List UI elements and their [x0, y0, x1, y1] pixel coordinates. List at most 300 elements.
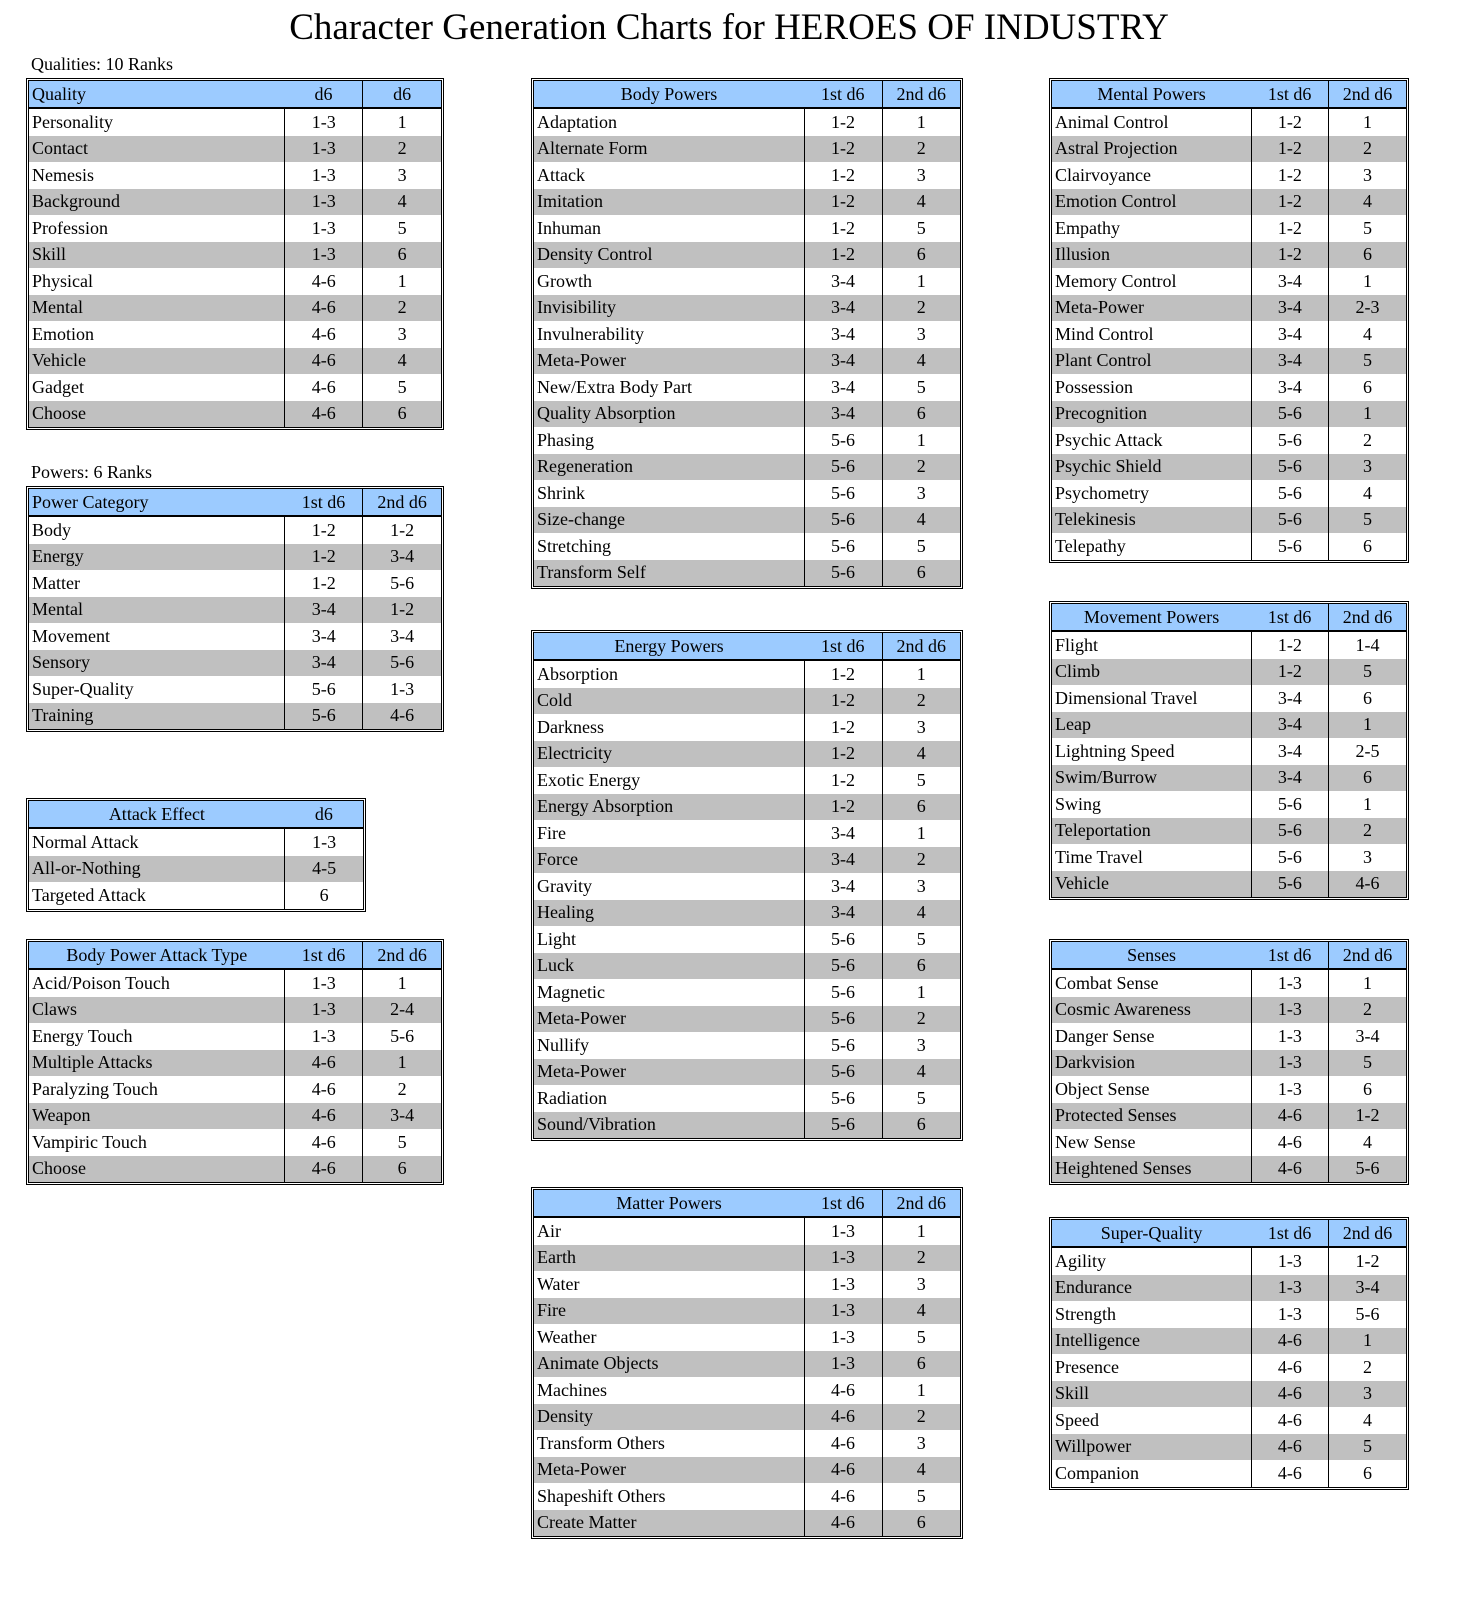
table-row — [29, 162, 441, 189]
roll-value: 6 — [882, 794, 960, 821]
row-label: Danger Sense — [1055, 1025, 1155, 1046]
roll-value: 6 — [1329, 533, 1406, 560]
row-label: Protected Senses — [1052, 1103, 1251, 1130]
column-header-roll: 2nd d6 — [363, 489, 441, 516]
row-label: Animate Objects — [534, 1351, 804, 1378]
row-label: Darkness — [537, 716, 604, 737]
row-label: Companion — [1055, 1462, 1139, 1483]
roll-value: 4 — [882, 189, 960, 216]
row-label: Darkvision — [1052, 1050, 1251, 1077]
roll-value: 1-3 — [1251, 969, 1328, 997]
table-header-row — [534, 81, 960, 108]
roll-value: 5-6 — [804, 1112, 882, 1139]
table-row — [1052, 533, 1406, 560]
row-label: Magnetic — [537, 981, 605, 1002]
row-label: Profession — [32, 217, 108, 238]
table-row — [534, 1404, 960, 1431]
row-label: Phasing — [537, 429, 595, 450]
roll-value: 5-6 — [363, 650, 441, 677]
roll-value: 3-4 — [285, 597, 363, 624]
roll-value: 2 — [882, 136, 960, 163]
roll-value: 4-6 — [1251, 1381, 1328, 1408]
roll-value: 3 — [882, 162, 960, 189]
roll-value: 1-3 — [804, 1298, 882, 1325]
roll-value: 1-3 — [1251, 1023, 1328, 1050]
roll-value: 1-3 — [804, 1271, 882, 1298]
table-row — [1052, 189, 1406, 216]
roll-value: 1-2 — [363, 516, 441, 544]
roll-value: 4-6 — [285, 401, 363, 428]
row-label: Emotion — [32, 323, 94, 344]
roll-value: 5 — [882, 215, 960, 242]
row-label: Alternate Form — [534, 136, 804, 163]
matter-powers-table — [531, 1187, 963, 1539]
column-header-roll: 1st d6 — [1251, 604, 1328, 631]
roll-value: 5-6 — [1251, 844, 1328, 871]
roll-value: 1 — [882, 979, 960, 1006]
body-powers-table — [531, 78, 963, 589]
roll-value: 5 — [882, 1483, 960, 1510]
row-label: Clairvoyance — [1055, 164, 1151, 185]
roll-value: 3-4 — [804, 374, 882, 401]
row-label: Swing — [1055, 793, 1102, 814]
table-header-row — [29, 81, 441, 108]
table-row — [29, 1023, 441, 1050]
roll-value: 4-6 — [804, 1430, 882, 1457]
roll-value: 6 — [363, 242, 441, 269]
row-label: Earth — [534, 1245, 804, 1272]
roll-value: 3-4 — [1251, 348, 1328, 375]
table-row — [534, 660, 960, 688]
row-label: Meta-Power — [534, 1457, 804, 1484]
roll-value: 2 — [1329, 997, 1406, 1024]
row-label: Invisibility — [534, 295, 804, 322]
row-label: Time Travel — [1055, 846, 1143, 867]
table-row — [1052, 738, 1406, 765]
attack-effect-table — [26, 798, 366, 912]
roll-value: 5-6 — [1251, 480, 1328, 507]
roll-value: 1 — [882, 1217, 960, 1245]
row-label: Possession — [1055, 376, 1134, 397]
roll-value: 4-6 — [285, 348, 363, 375]
table-row — [1052, 997, 1406, 1024]
roll-value: 4-6 — [1251, 1156, 1328, 1183]
roll-value: 1-2 — [804, 794, 882, 821]
roll-value: 5-6 — [804, 560, 882, 587]
table-row — [29, 856, 363, 883]
table-row — [1052, 1247, 1406, 1275]
row-label: Movement — [32, 625, 110, 646]
table-row — [1052, 108, 1406, 136]
table-row — [534, 1377, 960, 1404]
row-label: Absorption — [537, 663, 618, 684]
table-header-row — [1052, 81, 1406, 108]
table-row — [534, 820, 960, 847]
row-label: Skill — [1052, 1381, 1251, 1408]
roll-value: 6 — [1329, 685, 1406, 712]
roll-value: 4 — [1329, 189, 1406, 216]
table-row — [1052, 136, 1406, 163]
row-label: Gravity — [537, 875, 592, 896]
roll-value: 3-4 — [285, 623, 363, 650]
roll-value: 3-4 — [804, 900, 882, 927]
roll-value: 4 — [882, 1298, 960, 1325]
roll-value: 4 — [1329, 480, 1406, 507]
table-row — [534, 714, 960, 741]
column-header-name: Quality — [29, 81, 285, 108]
table-row — [534, 560, 960, 587]
row-label: Intelligence — [1052, 1328, 1251, 1355]
roll-value: 1 — [882, 427, 960, 454]
roll-value: 1 — [882, 108, 960, 136]
super-quality-table — [1049, 1217, 1409, 1490]
table-row — [534, 1059, 960, 1086]
roll-value: 4-6 — [285, 1156, 363, 1183]
table-row — [534, 1245, 960, 1272]
table-row — [534, 374, 960, 401]
roll-value: 5 — [363, 374, 441, 401]
table-row — [534, 953, 960, 980]
row-label: Cold — [534, 688, 804, 715]
roll-value: 1 — [1329, 969, 1406, 997]
roll-value: 3-4 — [804, 873, 882, 900]
roll-value: 4-6 — [804, 1510, 882, 1537]
roll-value: 4-6 — [1251, 1460, 1328, 1487]
roll-value: 5-6 — [804, 1059, 882, 1086]
roll-value: 5 — [882, 1085, 960, 1112]
roll-value: 4 — [363, 189, 441, 216]
table-row — [29, 1103, 441, 1130]
roll-value: 1-2 — [285, 570, 363, 597]
table-row — [534, 348, 960, 375]
roll-value: 6 — [882, 1510, 960, 1537]
roll-value: 2 — [1329, 818, 1406, 845]
roll-value: 5-6 — [1251, 871, 1328, 898]
roll-value: 3 — [1329, 1381, 1406, 1408]
table-row — [1052, 401, 1406, 428]
table-row — [1052, 1275, 1406, 1302]
row-label: Speed — [1055, 1409, 1099, 1430]
roll-value: 1-2 — [1251, 162, 1328, 189]
roll-value: 1-3 — [285, 162, 363, 189]
roll-value: 2 — [363, 136, 441, 163]
roll-value: 3 — [1329, 844, 1406, 871]
column-header-roll: d6 — [285, 81, 363, 108]
table-row — [29, 1076, 441, 1103]
body-power-attack-type-table — [26, 939, 444, 1185]
table-row — [534, 533, 960, 560]
table-row — [534, 401, 960, 428]
row-label: Vehicle — [29, 348, 285, 375]
row-label: New Sense — [1055, 1131, 1136, 1152]
roll-value: 1-4 — [1329, 631, 1406, 659]
roll-value: 5-6 — [1251, 507, 1328, 534]
roll-value: 5-6 — [363, 1023, 441, 1050]
column-header-name: Energy Powers — [534, 633, 804, 660]
roll-value: 1-2 — [804, 162, 882, 189]
roll-value: 4-6 — [1329, 871, 1406, 898]
roll-value: 5-6 — [1329, 1301, 1406, 1328]
row-label: Radiation — [537, 1087, 607, 1108]
roll-value: 5 — [1329, 1050, 1406, 1077]
roll-value: 1 — [1329, 1328, 1406, 1355]
roll-value: 1-2 — [363, 597, 441, 624]
roll-value: 2 — [1329, 136, 1406, 163]
roll-value: 4-6 — [804, 1483, 882, 1510]
roll-value: 4-6 — [1251, 1407, 1328, 1434]
row-label: Cosmic Awareness — [1052, 997, 1251, 1024]
table-row — [1052, 818, 1406, 845]
table-row — [1052, 659, 1406, 686]
roll-value: 4 — [882, 900, 960, 927]
table-row — [29, 215, 441, 242]
row-label: Invulnerability — [537, 323, 644, 344]
row-label: Psychic Attack — [1055, 429, 1163, 450]
table-row — [1052, 1354, 1406, 1381]
roll-value: 5-6 — [1251, 427, 1328, 454]
roll-value: 4-6 — [804, 1377, 882, 1404]
column-header-roll: 1st d6 — [804, 81, 882, 108]
table-row — [29, 516, 441, 544]
table-row — [534, 454, 960, 481]
row-label: Matter — [32, 572, 80, 593]
column-header-roll: d6 — [285, 801, 363, 828]
table-row — [534, 1112, 960, 1139]
table-row — [534, 1217, 960, 1245]
table-row — [29, 997, 441, 1024]
roll-value: 5-6 — [804, 427, 882, 454]
roll-value: 3 — [882, 1271, 960, 1298]
table-row — [1052, 321, 1406, 348]
column-header-roll: 2nd d6 — [882, 81, 960, 108]
table-row — [534, 1298, 960, 1325]
row-label: Training — [29, 703, 285, 730]
roll-value: 6 — [363, 1156, 441, 1183]
roll-value: 1-3 — [285, 108, 363, 136]
roll-value: 1-3 — [1251, 1301, 1328, 1328]
roll-value: 3-4 — [1329, 1275, 1406, 1302]
table-row — [1052, 374, 1406, 401]
roll-value: 1-2 — [1251, 659, 1328, 686]
table-row — [534, 1430, 960, 1457]
row-label: Sensory — [29, 650, 285, 677]
roll-value: 4 — [882, 507, 960, 534]
table-row — [534, 741, 960, 768]
row-label: Swim/Burrow — [1052, 765, 1251, 792]
row-label: Climb — [1052, 659, 1251, 686]
table-row — [1052, 1103, 1406, 1130]
row-label: Leap — [1052, 712, 1251, 739]
table-row — [1052, 765, 1406, 792]
roll-value: 3-4 — [804, 321, 882, 348]
row-label: Shapeshift Others — [537, 1485, 666, 1506]
column-header-name: Super-Quality — [1052, 1220, 1251, 1247]
table-row — [534, 108, 960, 136]
roll-value: 5-6 — [804, 480, 882, 507]
row-label: Empathy — [1055, 217, 1120, 238]
mental-powers-table — [1049, 78, 1409, 563]
roll-value: 3 — [882, 480, 960, 507]
roll-value: 5 — [1329, 348, 1406, 375]
roll-value: 6 — [882, 401, 960, 428]
roll-value: 1-2 — [804, 660, 882, 688]
roll-value: 5-6 — [804, 1032, 882, 1059]
table-row — [534, 480, 960, 507]
table-row — [534, 189, 960, 216]
roll-value: 5-6 — [1251, 818, 1328, 845]
row-label: Object Sense — [1055, 1078, 1150, 1099]
row-label: Psychic Shield — [1052, 454, 1251, 481]
table-row — [1052, 480, 1406, 507]
table-row — [29, 321, 441, 348]
roll-value: 1-3 — [804, 1245, 882, 1272]
row-label: Plant Control — [1052, 348, 1251, 375]
table-row — [29, 1156, 441, 1183]
power-category-table — [26, 486, 444, 732]
table-header-row — [29, 942, 441, 969]
roll-value: 3-4 — [804, 348, 882, 375]
roll-value: 5 — [882, 1324, 960, 1351]
row-label: Contact — [29, 136, 285, 163]
column-header-roll: 1st d6 — [1251, 81, 1328, 108]
roll-value: 1-2 — [804, 108, 882, 136]
table-row — [1052, 1076, 1406, 1103]
row-label: Machines — [537, 1379, 607, 1400]
column-header-name: Movement Powers — [1052, 604, 1251, 631]
roll-value: 4-6 — [804, 1457, 882, 1484]
table-row — [29, 544, 441, 571]
roll-value: 5 — [1329, 1434, 1406, 1461]
table-row — [534, 1351, 960, 1378]
roll-value: 4-6 — [804, 1404, 882, 1431]
column-header-name: Body Powers — [534, 81, 804, 108]
roll-value: 5 — [882, 767, 960, 794]
table-row — [534, 688, 960, 715]
row-label: Multiple Attacks — [29, 1050, 285, 1077]
row-label: Nullify — [537, 1034, 589, 1055]
roll-value: 3-4 — [1251, 268, 1328, 295]
row-label: Create Matter — [534, 1510, 804, 1537]
row-label: Endurance — [1052, 1275, 1251, 1302]
row-label: Weapon — [29, 1103, 285, 1130]
roll-value: 2 — [882, 688, 960, 715]
row-label: Mind Control — [1055, 323, 1154, 344]
roll-value: 5-6 — [363, 570, 441, 597]
row-label: Water — [537, 1273, 580, 1294]
row-label: Super-Quality — [32, 678, 134, 699]
roll-value: 1 — [882, 268, 960, 295]
table-row — [29, 348, 441, 375]
roll-value: 3 — [882, 1430, 960, 1457]
roll-value: 1-3 — [285, 189, 363, 216]
row-label: Presence — [1055, 1356, 1119, 1377]
column-header-roll: 1st d6 — [804, 1190, 882, 1217]
roll-value: 3-4 — [1251, 765, 1328, 792]
roll-value: 2 — [882, 295, 960, 322]
column-header-roll: 2nd d6 — [882, 1190, 960, 1217]
table-row — [1052, 242, 1406, 269]
roll-value: 1-3 — [285, 828, 363, 856]
roll-value: 1 — [1329, 791, 1406, 818]
roll-value: 5-6 — [804, 953, 882, 980]
powers-caption: Powers: 6 Ranks — [31, 462, 152, 482]
roll-value: 6 — [882, 1351, 960, 1378]
row-label: Claws — [29, 997, 285, 1024]
roll-value: 1-2 — [1251, 108, 1328, 136]
quality-table — [26, 78, 444, 430]
row-label: Mental — [29, 597, 285, 624]
roll-value: 6 — [1329, 374, 1406, 401]
roll-value: 3-4 — [1251, 712, 1328, 739]
row-label: Transform Self — [534, 560, 804, 587]
roll-value: 2 — [882, 847, 960, 874]
row-label: Personality — [32, 111, 113, 132]
roll-value: 4 — [882, 741, 960, 768]
roll-value: 1-2 — [1251, 631, 1328, 659]
column-header-roll: 2nd d6 — [363, 942, 441, 969]
table-row — [1052, 427, 1406, 454]
roll-value: 4-6 — [285, 295, 363, 322]
roll-value: 1-3 — [1251, 1247, 1328, 1275]
table-row — [534, 215, 960, 242]
row-label: Transform Others — [537, 1432, 665, 1453]
row-label: Sound/Vibration — [534, 1112, 804, 1139]
roll-value: 4 — [1329, 321, 1406, 348]
roll-value: 5-6 — [804, 533, 882, 560]
roll-value: 1 — [1329, 712, 1406, 739]
roll-value: 3-4 — [804, 268, 882, 295]
table-row — [29, 882, 363, 909]
roll-value: 5 — [1329, 659, 1406, 686]
row-label: Light — [537, 928, 576, 949]
table-row — [29, 597, 441, 624]
table-row — [29, 136, 441, 163]
roll-value: 3 — [882, 321, 960, 348]
roll-value: 6 — [285, 882, 363, 909]
roll-value: 3 — [882, 873, 960, 900]
roll-value: 5 — [882, 533, 960, 560]
roll-value: 4-6 — [1251, 1103, 1328, 1130]
table-row — [534, 1006, 960, 1033]
roll-value: 1-2 — [1251, 215, 1328, 242]
table-row — [1052, 1301, 1406, 1328]
table-row — [1052, 844, 1406, 871]
row-label: Meta-Power — [534, 348, 804, 375]
table-row — [1052, 348, 1406, 375]
roll-value: 2 — [882, 1404, 960, 1431]
movement-powers-table — [1049, 601, 1409, 900]
table-row — [29, 401, 441, 428]
table-row — [534, 1085, 960, 1112]
roll-value: 5 — [1329, 215, 1406, 242]
roll-value: 5-6 — [1251, 791, 1328, 818]
roll-value: 1-3 — [1251, 1050, 1328, 1077]
row-label: Fire — [534, 1298, 804, 1325]
table-header-row — [29, 489, 441, 516]
roll-value: 4 — [882, 1059, 960, 1086]
row-label: Emotion Control — [1052, 189, 1251, 216]
roll-value: 1-2 — [804, 741, 882, 768]
row-label: Luck — [534, 953, 804, 980]
table-row — [1052, 1460, 1406, 1487]
table-row — [29, 108, 441, 136]
roll-value: 5-6 — [1251, 454, 1328, 481]
column-header-name: Attack Effect — [29, 801, 285, 828]
column-header-roll: 2nd d6 — [1329, 942, 1406, 969]
table-row — [1052, 507, 1406, 534]
roll-value: 3-4 — [1251, 374, 1328, 401]
row-label: Meta-Power — [534, 1059, 804, 1086]
